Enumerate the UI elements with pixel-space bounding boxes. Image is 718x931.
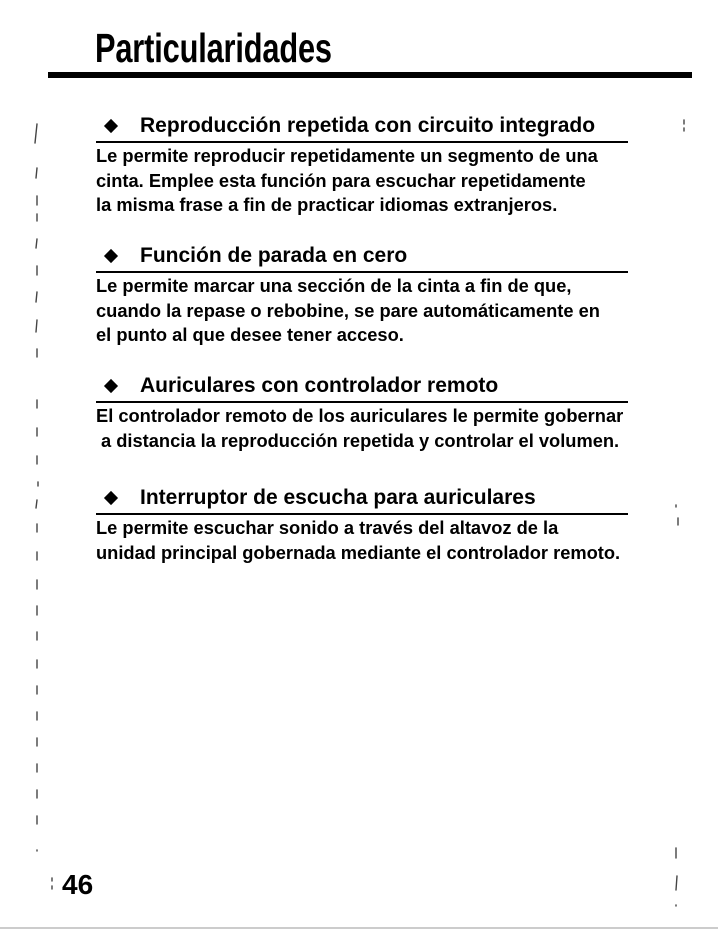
section-underline xyxy=(96,271,628,273)
body-line: Le permite escuchar sonido a través del altavoz de la xyxy=(96,517,559,538)
section-heading: Reproducción repetida con circuito integrado xyxy=(140,114,596,137)
section-parada-en-cero xyxy=(0,244,718,354)
title-rule xyxy=(48,72,692,78)
section-underline xyxy=(96,401,628,403)
section-auriculares-controlador xyxy=(0,374,718,484)
section-underline xyxy=(96,513,628,515)
body-line: cuando la repase o rebobine, se pare automáticamente en xyxy=(96,299,600,321)
page-number: 46 xyxy=(62,869,94,900)
body-line: Le permite reproducir repetidamente un segmento de una xyxy=(96,145,598,166)
diamond-bullet-icon xyxy=(104,379,118,393)
page-title: Particularidades xyxy=(95,25,332,71)
diamond-bullet-icon xyxy=(104,491,118,505)
section-body xyxy=(96,516,656,565)
body-line: unidad principal gobernada mediante el controlador remoto. xyxy=(96,541,621,563)
body-line: El controlador remoto de los auriculares le permite gobernar xyxy=(96,405,624,426)
section-heading: Interruptor de escucha para auriculares xyxy=(140,486,536,509)
section-underline xyxy=(96,141,628,143)
section-interruptor-escucha xyxy=(0,486,718,596)
body-line: a distancia la reproducción repetida y controlar el volumen. xyxy=(101,429,620,451)
body-line: la misma frase a fin de practicar idiomas extranjeros. xyxy=(96,194,558,216)
section-heading: Función de parada en cero xyxy=(140,244,408,267)
section-body xyxy=(96,274,656,348)
section-heading: Auriculares con controlador remoto xyxy=(140,374,499,397)
diamond-bullet-icon xyxy=(104,119,118,133)
section-reproduccion-repetida xyxy=(0,114,718,224)
diamond-bullet-icon xyxy=(104,249,118,263)
section-body xyxy=(96,404,656,453)
body-line: Le permite marcar una sección de la cinta a fin de que, xyxy=(96,275,572,296)
body-line: el punto al que desee tener acceso. xyxy=(96,324,404,346)
section-body xyxy=(96,144,656,218)
body-line: cinta. Emplee esta función para escuchar repetidamente xyxy=(96,169,586,191)
